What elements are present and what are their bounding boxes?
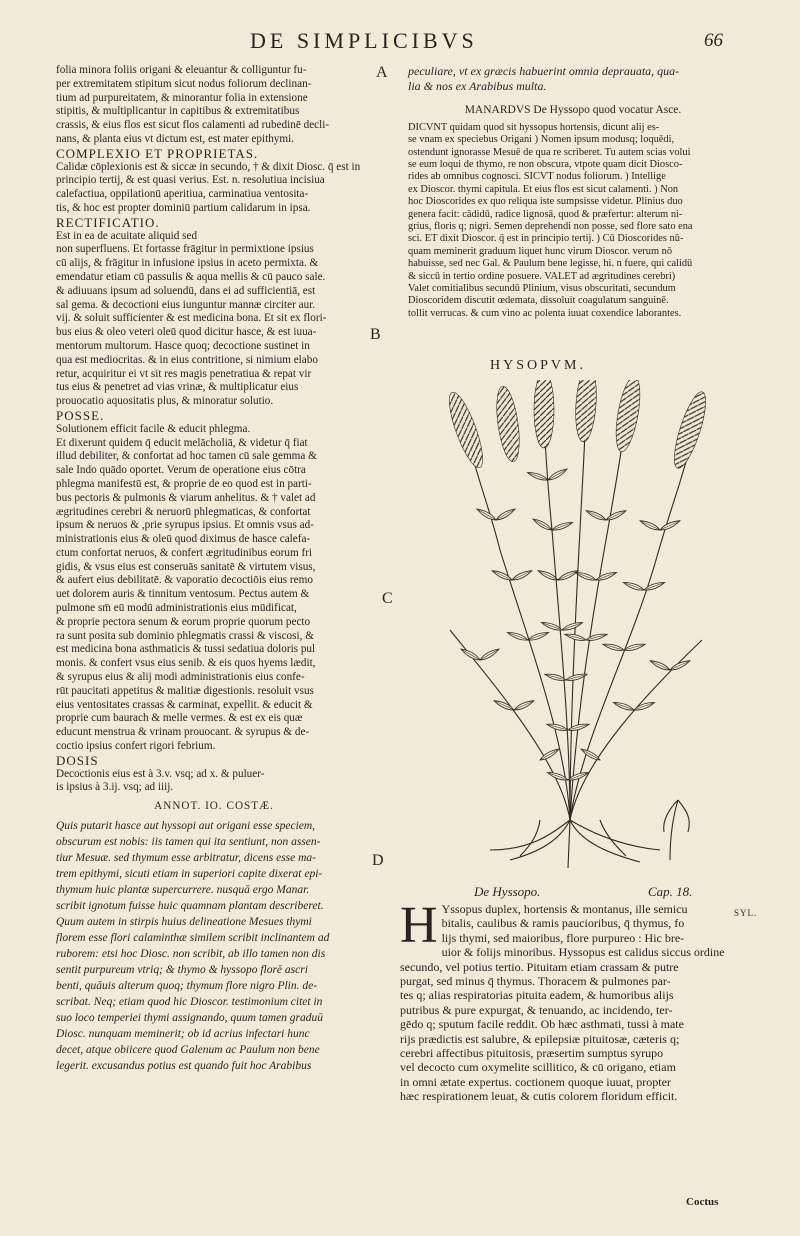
text-line: Est in ea de acuitate aliquid sed bbox=[56, 229, 198, 242]
catchword: Coctus bbox=[686, 1196, 719, 1208]
text-line: & aufert eius debilitatē. & vaporatio decoctiōis eius remo bbox=[56, 574, 313, 587]
text-line: florem esse flori calaminthæ similem scribit inclinantem ad bbox=[56, 931, 330, 944]
text-line: gēdo q; sputum facile reddit. Ob hæc asthmati, tussi à mate bbox=[400, 1017, 684, 1032]
margin-letter-a: A bbox=[376, 64, 388, 81]
manardus-heading: MANARDVS De Hyssopo quod vocatur Asce. bbox=[464, 104, 682, 116]
text-line: Yssopus duplex, hortensis & montanus, ille semicu bbox=[441, 902, 688, 916]
margin-letter-b: B bbox=[370, 326, 381, 343]
text-line: hæc respirationem leuat, & cutis colorem floridum efficit. bbox=[400, 1089, 678, 1104]
text-line: sale Indo quādo oportet. Verum de operatione eius cōtra bbox=[56, 464, 306, 477]
text-line: vel decocto cum oxymelite scillitico, & cū origano, etiam bbox=[400, 1060, 676, 1075]
text-line: & adiuuans ipsum ad soluendū, dans ei ad sufficientiā, est bbox=[56, 284, 316, 297]
text-line: Valet comitialibus secundū Plinium, visus obscuritati, secundum bbox=[408, 283, 676, 295]
manardus-text bbox=[408, 122, 738, 321]
text-line: mentorum multorum. Hasce quoq; decoctione sustinet in bbox=[56, 339, 310, 352]
text-line: uet dolorem auris & tinnitum ventosum. Pectus autem & bbox=[56, 588, 310, 601]
margin-letter-d: D bbox=[372, 852, 384, 869]
text-line: genera facit: cādidū, radice lignosā, quod & præfertur: alterum ni- bbox=[408, 208, 683, 220]
text-line: is ipsius à 3.ij. vsq; ad iiij. bbox=[56, 781, 174, 794]
text-line: per extremitatem stipitum sicut nodus foliorum declinan- bbox=[56, 77, 312, 90]
text-line: Solutionem efficit facile & educit phlegma. bbox=[56, 422, 251, 435]
text-line: lijs thymi, sed maioribus, flore purpureo : Hic bre- bbox=[441, 930, 685, 945]
text-line: Quis putarit hasce aut hyssopi aut origani esse speciem, bbox=[56, 819, 316, 832]
text-line: Decoctionis eius est à 3.v. vsq; ad x. & puluer- bbox=[56, 767, 265, 780]
text-line: proprie cum baurach & melle vermes. & est ex eis quæ bbox=[56, 712, 303, 725]
right-bottom-block bbox=[400, 897, 730, 1104]
text-line: decet, atque obiicere quod Galenum ac Paulum non bene bbox=[56, 1043, 320, 1056]
text-line: lia & nos ex Arabibus multa. bbox=[408, 79, 547, 93]
text-line: & syrupus eius & alij modi administrationis eius confe- bbox=[56, 671, 305, 684]
annotation-block bbox=[56, 800, 372, 1074]
text-line: se eum loqui de thymo, re non obscura, vtpote quam dicit Diosco- bbox=[408, 159, 683, 171]
text-line: nans, & planta eius vt dictum est, est mater epithymi. bbox=[56, 132, 294, 145]
text-line: qua est mediocritas. & in eius contritione, si nimium elabo bbox=[56, 353, 318, 366]
running-title: DE SIMPLICIBVS bbox=[250, 28, 478, 53]
drop-cap: H bbox=[400, 897, 438, 954]
right-top-block bbox=[408, 64, 738, 320]
intro-italic bbox=[408, 64, 738, 94]
text-line: est medicina bona asthmaticis & tussi sedatiua doloris pul bbox=[56, 643, 316, 656]
text-line: hoc Dioscorides ex quo reliqua iste sumpsisse videtur. Plinius duo bbox=[408, 196, 683, 208]
text-line: stipitis, & multiplicantur in capitibus & extremitatibus bbox=[56, 105, 300, 118]
left-intro bbox=[56, 64, 372, 147]
section-heading-dosis: DOSIS bbox=[56, 752, 99, 768]
text-line: ra sunt posita sub dominio phlegmatis crassi & viscosi, & bbox=[56, 629, 314, 642]
text-line: phlegma manifestū est, & proprie de eo quod est in parti- bbox=[56, 477, 312, 490]
text-line: habuisse, sed nec Gal. & Paulum bene legisse, hi. n fuere, qui calidū bbox=[408, 258, 693, 270]
margin-note-syl: SYL. bbox=[734, 908, 758, 918]
text-line: se vnam ex speciebus Origani ) Nomen ipsum modusq; loquēdi, bbox=[408, 134, 675, 146]
text-line: Diosc. nunquam meminerit; ob id acrius infectari hunc bbox=[56, 1027, 310, 1040]
text-line: Calidæ cōplexionis est & siccæ in secundo, † & dixit Diosc. q̄ est in bbox=[56, 160, 361, 173]
text-line: pulmone sm̄ eū modū administrationis eius mūdificat, bbox=[56, 602, 297, 615]
text-line: coctio ipsius confert rigori febrium. bbox=[56, 740, 216, 753]
section-heading-posse: POSSE. bbox=[56, 407, 105, 423]
text-line: rūt paucitati appetitus & malitiæ digestionis. resoluit vsus bbox=[56, 684, 314, 697]
text-line: tiur Mesuæ. sed thymum esse arbitratur, dicens esse ma- bbox=[56, 851, 317, 864]
text-line: bus pectoris & pulmonis & viarum anhelitus. & † valet ad bbox=[56, 491, 316, 504]
text-line: bitalis, caulibus & ramis paucioribus, q̄ thymus, fo bbox=[441, 916, 685, 931]
text-line: monis. & confert vsus eius senib. & eis quos hyems lædit, bbox=[56, 657, 316, 670]
text-line: ministrationis eius & oleū quod diximus de hasce calefa- bbox=[56, 533, 311, 546]
text-line: cerebri affectibus pituitosis, præsertim sumptus syrupo bbox=[400, 1046, 664, 1061]
text-line: crassis, & eius flos est sicut flos calamenti ad rubedinē decli- bbox=[56, 119, 330, 132]
text-line: benti, quāuis alterum quoq; thymum flore nigro Plin. de- bbox=[56, 979, 318, 992]
text-line: & siccū in tertio ordine posuere. VALET ad ægritudines cerebri) bbox=[408, 270, 676, 282]
figure-caption: De Hyssopo. bbox=[474, 884, 541, 899]
text-line: retur, acquiritur ei vt sit res magis penetratiua & repat vir bbox=[56, 367, 312, 380]
text-line: Dioscoridem discutit œdemata, dissoluit coagulatum sanguinē. bbox=[408, 295, 669, 307]
text-line: calefactiua, oppilationū aperitiua, carminatiua ventosita- bbox=[56, 188, 309, 201]
margin-letter-c: C bbox=[382, 590, 393, 607]
text-line: vij. & soluit sufficienter & est medicina bona. Et sit ex flori- bbox=[56, 312, 327, 325]
page-number: 66 bbox=[704, 30, 723, 51]
text-line: tes q; alias respiratorias pituita eadem, & humoribus alijs bbox=[400, 988, 674, 1003]
text-line: in omni ætate expertus. coctionem quoque iuuat, propter bbox=[400, 1074, 671, 1089]
left-column bbox=[56, 64, 372, 795]
text-line: legerit. excusandus potius est quando fuit hoc Arabibus bbox=[56, 1059, 312, 1072]
text-line: peculiare, vt ex græcis habuerint omnia deprauata, qua- bbox=[408, 64, 680, 78]
text-line: tollit verrucas. & cum vino ac polenta iuuat coxendice laborantes. bbox=[408, 307, 682, 319]
text-line: uior & folijs minoribus. Hyssopus est calidus siccus ordine bbox=[441, 945, 725, 960]
text-line: tus eius & penetret ad vias vrinæ, & multiplicatur eius bbox=[56, 381, 299, 394]
text-line: purgat, sed minus q̄ thymus. Thoracem & pulmones par- bbox=[400, 974, 671, 989]
text-line: sentit purpureum vtriq; & thymo & hyssopo florē ascri bbox=[56, 963, 308, 976]
text-line: bus eius & oleo veteri oleū quod dicitur hasce, & est iuua- bbox=[56, 326, 317, 339]
text-line: thymum huic plantæ supercurrere. nusquā ergo Manar. bbox=[56, 883, 310, 896]
text-line: & proprie pectora senum & eorum proprie quorum pecto bbox=[56, 615, 311, 628]
chapter-number: Cap. 18. bbox=[648, 884, 693, 899]
text-line: emendatur etiam cū passulis & aqua mellis & cū pauco sale. bbox=[56, 270, 326, 283]
text-line: tis, & hoc est propter dominiū partium calidarum in ipsa. bbox=[56, 201, 311, 214]
text-line: ctum confortat neruos, & confert ægritudinibus eorum fri bbox=[56, 546, 313, 559]
text-line: educunt menstrua & vrinam prouocant. & syrupus & de- bbox=[56, 726, 310, 739]
text-line: DICVNT quidam quod sit hyssopus hortensis, dicunt alij es- bbox=[408, 121, 660, 133]
text-line: Et dixerunt quidem q̄ educit melācholiā, & videtur q̄ fiat bbox=[56, 436, 308, 449]
text-line: prouocatio aquositatis plus, & minoratur solutio. bbox=[56, 395, 274, 408]
figure-title: HYSOPVM. bbox=[490, 358, 586, 373]
section-heading-complexio: COMPLEXIO ET PROPRIETAS. bbox=[56, 145, 259, 161]
text-line: quam meminerit graduum liquet hunc virum Dioscor. verum nō bbox=[408, 245, 673, 257]
text-line: obscurum est nobis: iis tamen qui ita sentiunt, non assen- bbox=[56, 835, 321, 848]
text-line: tium ad purpureitatem, & minorantur folia in extensione bbox=[56, 91, 308, 104]
text-line: ex Dioscor. thymi capitula. Et eius flos est sicut calamenti. ) Non bbox=[408, 183, 679, 195]
text-line: scribit ignotum fuisse huic quamnam plantam describeret. bbox=[56, 899, 324, 912]
text-line: secundo, vel potius tertio. Pituitam etiam crassam & putre bbox=[400, 959, 679, 974]
text-line: rijs prædictis est salubre, & epilepsiæ pituitosæ, cæteris q; bbox=[400, 1031, 680, 1046]
text-line: eius ventositates crassas & carminat, expellit. & educit & bbox=[56, 698, 313, 711]
text-line: rides ab omnibus cognosci. SICVT nodus foliorum. ) Intellige bbox=[408, 171, 666, 183]
text-line: grius, floris q; nigri. Semen deprehendi non posse, sed flore sato ena bbox=[408, 221, 693, 233]
section-heading-rectificatio: RECTIFICATIO. bbox=[56, 214, 160, 230]
running-header bbox=[0, 28, 800, 58]
text-line: cū alijs, & frāgitur in infusione ipsius in aceto permixta. & bbox=[56, 257, 319, 270]
text-line: suo loco temperiei thymi assignando, quum tamen graduū bbox=[56, 1011, 324, 1024]
text-line: Quum autem in stirpis huius delineatione Mesues thymi bbox=[56, 915, 312, 928]
text-line: illud debiliter, & confortat ad hoc tamen cū sale gemma & bbox=[56, 450, 317, 463]
text-line: principio tertij, & est quasi verius. Est. n. resolutiua incisiua bbox=[56, 174, 325, 187]
text-line: sci. ET dixit Dioscor. q̄ est in principio tertij. ) Cū Dioscorides nū- bbox=[408, 233, 684, 245]
text-line: ostendunt ignorasse Mesuē de qua re scriberet. Tu autem scias volui bbox=[408, 146, 691, 158]
annotation-heading: ANNOT. IO. COSTÆ. bbox=[154, 800, 274, 812]
text-line: gidis, & vsus eius est conseruās sanitatē & virtutem visus, bbox=[56, 560, 316, 573]
text-line: sal gema. & decoctioni eius iunguntur mannæ circiter aur. bbox=[56, 298, 316, 311]
text-line: folia minora foliis origani & eleuantur & colliguntur fu- bbox=[56, 64, 307, 76]
text-line: non superfluens. Et fortasse frāgitur in permixtione ipsius bbox=[56, 243, 314, 256]
text-line: scribat. Neq; etiam quod hic Dioscor. testimonium citet in bbox=[56, 995, 323, 1008]
text-line: putribus & pure expurgat, & tenuando, ac incidendo, ter- bbox=[400, 1002, 673, 1017]
hyssop-woodcut-illustration bbox=[420, 380, 720, 875]
annotation-text bbox=[56, 818, 372, 1074]
text-line: ægritudines cerebri & neruorū phlegmaticas, & confortat bbox=[56, 505, 311, 518]
text-line: trem epithymi, sicuti etiam in superiori capite dixerat epi- bbox=[56, 867, 323, 880]
text-line: ipsum & neruos & ,prie syrupus ipsius. Et omnis vsus ad- bbox=[56, 519, 314, 532]
text-line: ruborem: etsi hoc Diosc. non scribit, ab illo tamen non dis bbox=[56, 947, 326, 960]
